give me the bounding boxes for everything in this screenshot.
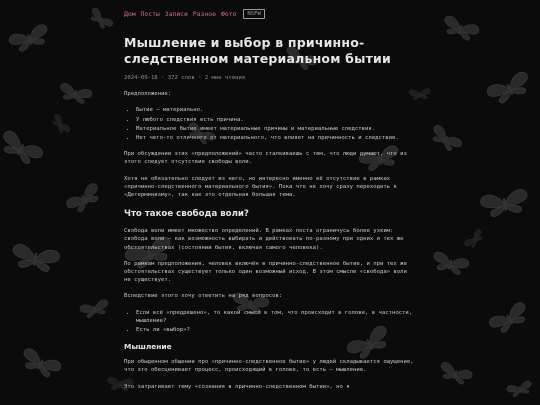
nav-link-notes[interactable]: Записи — [164, 9, 188, 18]
list-item: • Если всё «предрешено», то какой смысл в том, что происходит в голове, в частности, мышление? — [136, 309, 416, 325]
list-item: • Есть ли «выбор»? — [136, 326, 416, 334]
section-heading-thinking: Мышление — [124, 342, 172, 352]
list-item: • У любого следствия есть причина. — [136, 116, 416, 124]
top-nav — [124, 8, 416, 20]
article-column — [124, 8, 416, 399]
nsfw-toggle-button[interactable]: NSFW — [243, 9, 264, 19]
post-title: Мышление и выбор в причинно-следственном материальном бытии — [124, 35, 391, 66]
post-meta: 2024-09-18 · 372 слов · 2 мин чтения — [124, 75, 246, 81]
premise-list — [124, 106, 416, 142]
list-item: • Бытие — материально. — [136, 106, 416, 114]
section-heading-free-will: Что такое свобода воли? — [124, 209, 249, 220]
paragraph: При обсуждении этих «предположений» часто сталкиваешь с тем, что люди думают, что из этого следует отсутствие свободы воли. — [124, 151, 407, 166]
nav-link-misc[interactable]: Разное — [192, 9, 216, 18]
list-item: • Материальное бытие имеет материальные причины и материальные следствия. — [136, 125, 416, 133]
nav-link-home[interactable]: Дом — [124, 9, 136, 18]
paragraph: По рамкам предположения, человек включён в причинно-следственное бытие, и при тех же обстоятельствах существует только один возможный исход. В этом смысле «свобода» воли не существует. — [124, 260, 407, 284]
paragraph: Хотя не обязательно следует из него, но интересно именно её отсутствие в рамках «причинно-следственного материального бытия». Пока что не хочу сразу переходить к «Детерминизму», так как это отдельная большая тема. — [124, 175, 397, 199]
paragraph: Свобода воли имеет множество определений. В рамках поста ограничусь более узким: свобода воли — как возможность выбирать и действовать по-разному при одних и тех же обстоятельствах (состоянии бытия, включая самого человека). — [124, 228, 404, 251]
paragraph: Вследствие этого хочу ответить на ряд вопросов: — [124, 293, 283, 300]
nav-link-photo[interactable]: Фото — [220, 9, 237, 18]
paragraph: Это затрагивает тему «сознания в причинно-следственном бытии», но я — [124, 383, 350, 390]
premise-label: Предположение: — [124, 91, 172, 98]
paragraph: При обыденном общении про «причинно-следственное бытие» у людей складывается ощущение, что это обесценивает процесс, происходящий в голове, то есть — мышление. — [124, 359, 414, 374]
nav-link-posts[interactable]: Посты — [140, 9, 160, 18]
list-item: • Нет чего-то отличного от материального, что влияет на причинность и следствие. — [136, 134, 416, 142]
question-list — [124, 309, 416, 335]
